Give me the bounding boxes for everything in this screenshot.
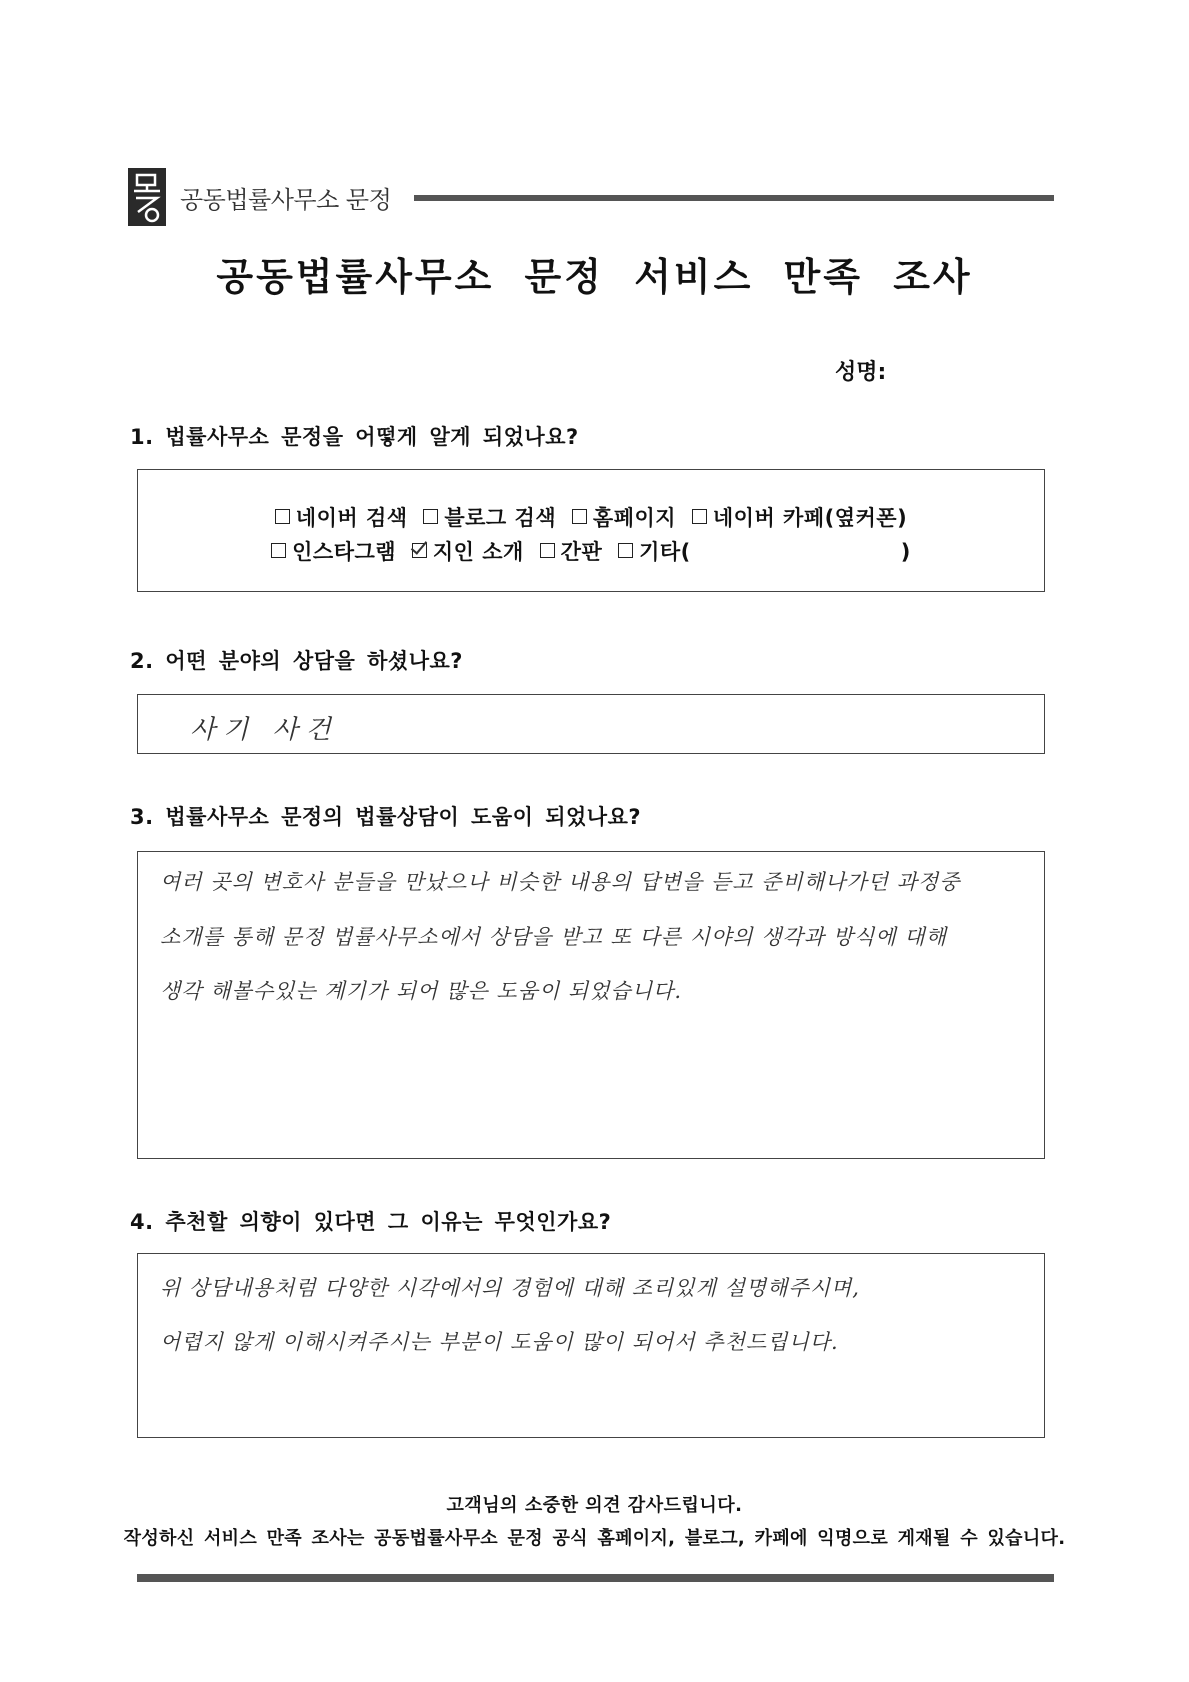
option-row-2 — [138, 536, 1044, 566]
option-naver-cafe[interactable] — [692, 502, 907, 532]
question-2: 2. 어떤 분야의 상담을 하셨나요? — [130, 649, 463, 673]
handwritten-answer-3-line: 소개를 통해 문정 법률사무소에서 상담을 받고 또 다른 시야의 생각과 방식에 대해 — [160, 925, 947, 949]
checkbox-homepage[interactable] — [572, 509, 587, 524]
option-label: 홈페이지 — [592, 506, 677, 530]
option-row-1 — [138, 502, 1044, 532]
checkbox-naver-cafe[interactable] — [692, 509, 707, 524]
firm-logo-mark — [128, 168, 166, 226]
option-label: 네이버 카페(옆커폰) — [712, 506, 908, 530]
header-divider — [414, 195, 1054, 201]
answer-box-2[interactable] — [137, 694, 1045, 754]
option-signboard[interactable] — [540, 536, 603, 566]
option-naver-search[interactable] — [275, 502, 408, 532]
handwritten-answer-4-line: 어렵지 않게 이해시켜주시는 부분이 도움이 많이 되어서 추천드립니다. — [160, 1330, 839, 1354]
option-label: 지인 소개 — [432, 540, 524, 564]
question-1: 1. 법률사무소 문정을 어떻게 알게 되었나요? — [130, 425, 579, 449]
option-referral[interactable] — [412, 536, 524, 566]
handwritten-answer-3-line: 생각 해볼수있는 계기가 되어 많은 도움이 되었습니다. — [160, 979, 683, 1003]
checkbox-instagram[interactable] — [271, 543, 286, 558]
checkbox-referral-checked[interactable] — [412, 543, 427, 558]
option-label: 기타( — [639, 540, 691, 564]
question-4: 4. 추천할 의향이 있다면 그 이유는 무엇인가요? — [130, 1210, 612, 1234]
other-close-paren: ) — [900, 540, 911, 564]
footer-thanks: 고객님의 소중한 의견 감사드립니다. — [446, 1495, 743, 1516]
option-label: 간판 — [560, 540, 603, 564]
option-label: 인스타그램 — [292, 540, 397, 564]
option-blog-search[interactable] — [423, 502, 556, 532]
question-3: 3. 법률사무소 문정의 법률상담이 도움이 되었나요? — [130, 805, 642, 829]
handwritten-answer-2: 사기 사건 — [190, 715, 339, 745]
checkbox-blog-search[interactable] — [423, 509, 438, 524]
option-other[interactable] — [618, 536, 911, 566]
answer-box-1 — [137, 469, 1045, 592]
footer-divider — [137, 1574, 1054, 1582]
handwritten-answer-4-line: 위 상담내용처럼 다양한 시각에서의 경험에 대해 조리있게 설명해주시며, — [160, 1276, 860, 1300]
name-field-label: 성명: — [835, 360, 887, 385]
handwritten-answer-3-line: 여러 곳의 변호사 분들을 만났으나 비슷한 내용의 답변을 듣고 준비해나가던 과정중 — [160, 870, 961, 894]
firm-logo — [128, 168, 166, 226]
answer-box-3[interactable] — [137, 851, 1045, 1159]
document-title: 공동법률사무소 문정 서비스 만족 조사 — [216, 255, 973, 299]
option-label: 블로그 검색 — [444, 506, 557, 530]
answer-box-4[interactable] — [137, 1253, 1045, 1438]
org-name: 공동법률사무소 문정 — [180, 186, 392, 214]
option-label: 네이버 검색 — [295, 506, 408, 530]
footer-notice: 작성하신 서비스 만족 조사는 공동법률사무소 문정 공식 홈페이지, 블로그, 카페에 익명으로 게재될 수 있습니다. — [123, 1528, 1066, 1549]
checkbox-signboard[interactable] — [540, 543, 555, 558]
option-instagram[interactable] — [271, 536, 396, 566]
checkbox-other[interactable] — [618, 543, 633, 558]
checkbox-naver-search[interactable] — [275, 509, 290, 524]
option-homepage[interactable] — [572, 502, 676, 532]
